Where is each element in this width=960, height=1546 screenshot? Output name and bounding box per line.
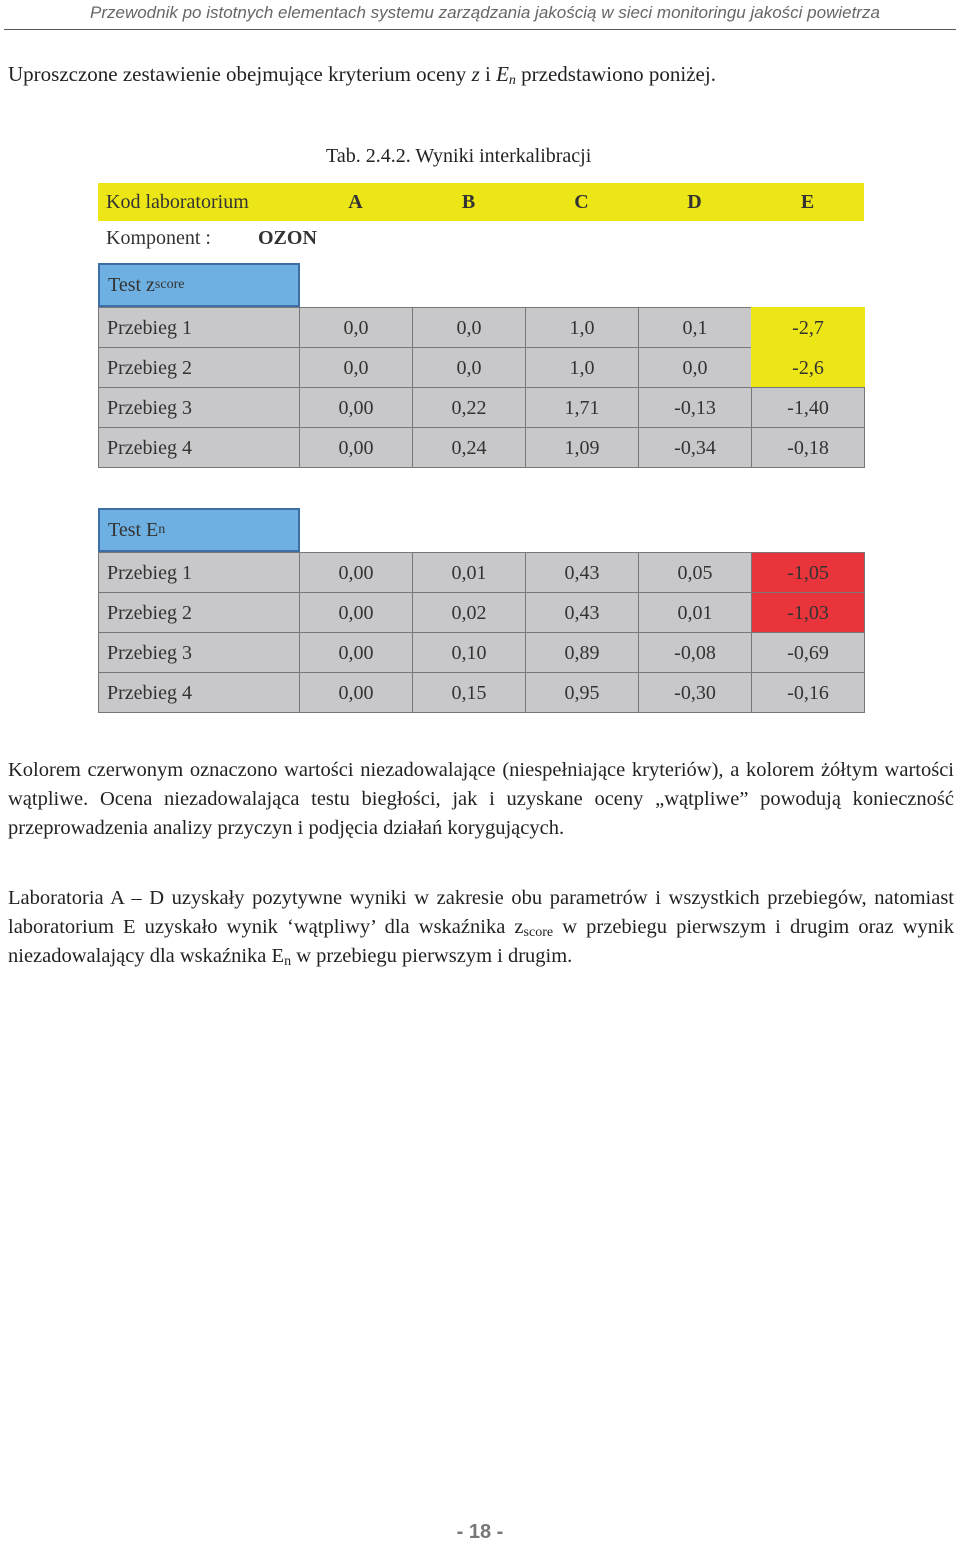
table-cell: 0,24 [412,427,526,468]
table-cell: -1,03 [751,592,865,633]
table-cell: -0,13 [638,387,752,428]
lab-header-e: E [800,191,815,213]
table-cell: 0,00 [299,552,413,593]
row-label: Przebieg 3 [98,632,300,673]
zscore-test-label: Test z score [98,263,300,307]
en-test-label: Test E n [98,508,300,552]
running-title: Przewodnik po istotnych elementach systemu zarządzania jakością w sieci monitoringu jakości powietrza [90,3,880,22]
intro-text-start: Uproszczone zestawienie obejmujące kryterium oceny [8,62,472,86]
running-header [0,0,960,30]
table-cell: 0,0 [412,307,526,348]
intro-z-symbol: z [471,62,480,86]
lab-code-label: Kod laboratorium [106,191,249,213]
lab-header-a: A [348,191,363,213]
table-cell: -0,34 [638,427,752,468]
table-cell: 0,0 [299,307,413,348]
table-cell: -1,05 [751,552,865,593]
table-cell: 0,0 [638,347,752,388]
table-cell: 0,95 [525,672,639,713]
table-cell: 0,0 [299,347,413,388]
table-cell: 0,00 [299,427,413,468]
intro-text-end: przedstawiono poniżej. [515,62,716,86]
page-number: - 18 - [456,1521,504,1543]
lab-header-c: C [574,191,589,213]
table-cell: 0,15 [412,672,526,713]
lab-header-d: D [687,191,702,213]
table-cell: 0,43 [525,552,639,593]
table-caption: Tab. 2.4.2. Wyniki interkalibracji [326,145,592,167]
component-value: OZON [258,227,317,249]
table-cell: 0,00 [299,592,413,633]
lab-header-b: B [461,191,476,213]
table-cell: 1,71 [525,387,639,428]
table-cell: -2,6 [751,347,865,388]
table-cell: 0,22 [412,387,526,428]
row-label: Przebieg 4 [98,427,300,468]
table-cell: -1,40 [751,387,865,428]
paragraph-summary: Laboratoria A – D uzyskały pozytywne wyniki w zakresie obu parametrów i wszystkich przebiegów, natomiast laboratorium E uzyskało wynik ‘wątpliwy’ dla wskaźnika $z_{score}$ w przebiegu pierwszym i drugim oraz wynik niezadowalający dla wskaźnika $E_n$ w przebiegu pierwszym i drugim. [8,887,954,969]
table-cell: 0,02 [412,592,526,633]
table-cell: 0,89 [525,632,639,673]
intro-sentence [8,62,716,89]
component-label: Komponent : [106,227,211,249]
table-cell: 0,1 [638,307,752,348]
row-label: Przebieg 1 [98,307,300,348]
table-cell: 0,01 [638,592,752,633]
table-cell: 0,00 [299,672,413,713]
intro-n-subscript: n [508,73,516,88]
table-cell: 0,00 [299,387,413,428]
table-cell: 0,05 [638,552,752,593]
row-label: Przebieg 2 [98,592,300,633]
table-cell: -0,16 [751,672,865,713]
table-cell: 0,01 [412,552,526,593]
paragraph-color-legend: Kolorem czerwonym oznaczono wartości niezadowalające (niespełniające kryteriów), a kolorem żółtym wartości wątpliwe. Ocena niezadowalająca testu biegłości, jak i uzyskane oceny „wątpliwe” powodują konieczność przeprowadzenia analizy przyczyn i podjęcia działań korygujących. [8,759,954,839]
table-cell: 1,0 [525,347,639,388]
table-cell: -2,7 [751,307,865,348]
row-label: Przebieg 1 [98,552,300,593]
row-label: Przebieg 4 [98,672,300,713]
row-label: Przebieg 2 [98,347,300,388]
table-cell: 0,0 [412,347,526,388]
table-cell: -0,30 [638,672,752,713]
table-cell: 0,00 [299,632,413,673]
table-cell: 0,10 [412,632,526,673]
table-cell: 1,0 [525,307,639,348]
table-cell: -0,18 [751,427,865,468]
header-rule [4,29,956,30]
table-cell: -0,08 [638,632,752,673]
row-label: Przebieg 3 [98,387,300,428]
intro-e-symbol: E [496,62,509,86]
table-cell: 0,43 [525,592,639,633]
intro-text-mid: i [479,62,497,86]
table-cell: -0,69 [751,632,865,673]
table-cell: 1,09 [525,427,639,468]
